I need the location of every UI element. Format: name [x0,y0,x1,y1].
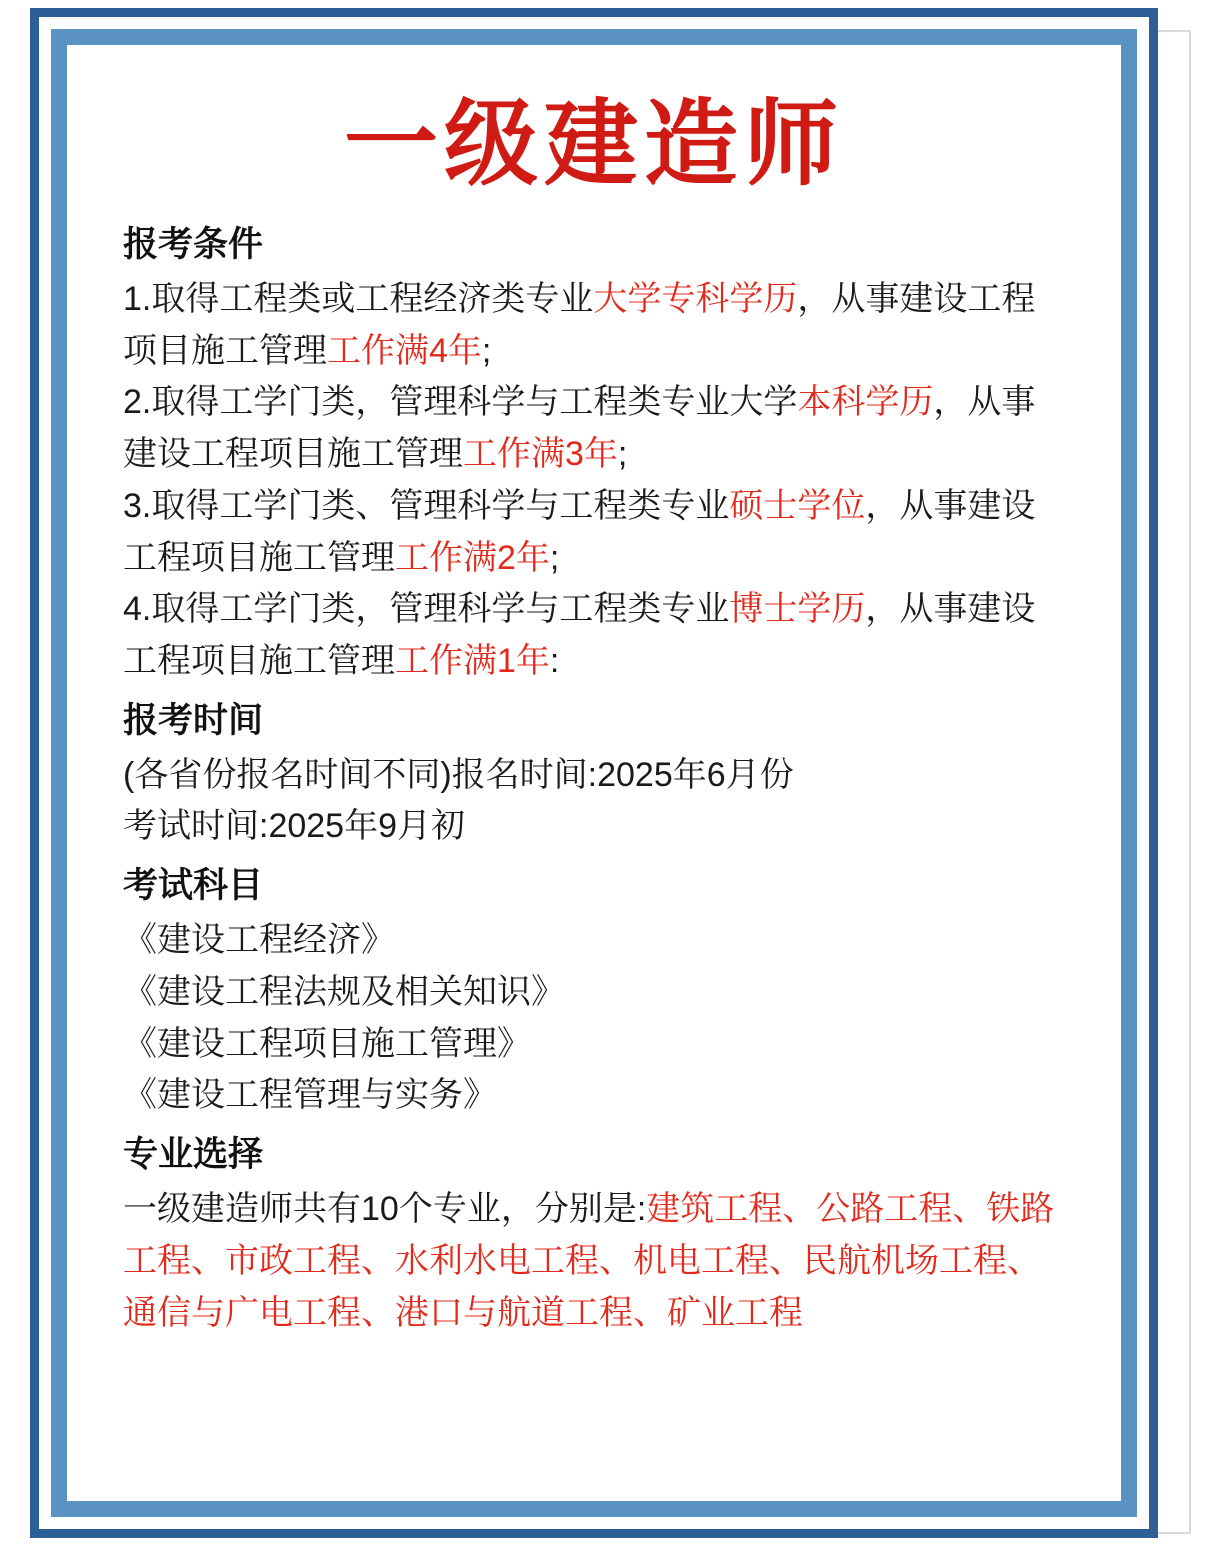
highlight-text: 工作满1年 [395,641,550,680]
section-line [123,481,1069,584]
body-text: (各省份报名时间不同)报名时间:2025年6月份 [123,755,794,794]
section-heading: 专业选择 [123,1135,264,1175]
body-text: 一级建造师共有10个专业，分别是: [123,1190,647,1229]
highlight-text: 大学专科学历 [593,280,798,319]
section-line [123,377,1069,480]
body-text: 3.取得工学门类、管理科学与工程类专业 [123,486,730,525]
page-title: 一级建造师 [343,91,844,196]
highlight-text: 建筑工程、公路工程、铁路工程、市政工程、水利水电工程、机电工程、民航机场工程、通信与广电工程、港口与航道工程、矿业工程 [123,1190,1055,1332]
section-line [123,801,1069,853]
section-heading: 考试科目 [123,866,264,906]
body-text: : [549,641,560,680]
section-line [123,750,1069,802]
section-line [123,274,1069,377]
poster-inner-frame [51,29,1137,1517]
body-text: 《建设工程项目施工管理》 [123,1024,531,1063]
body-text: ; [481,331,492,370]
body-text: 《建设工程法规及相关知识》 [123,973,565,1012]
body-text: 2.取得工学门类，管理科学与工程类专业大学 [123,383,798,422]
body-text: ，从事建设工程项目施工管理 [123,486,1036,577]
section-heading: 报考时间 [123,700,264,740]
section-line [123,915,1069,967]
body-text: 《建设工程经济》 [123,921,395,960]
body-text: 1.取得工程类或工程经济类专业 [123,280,594,319]
poster-outer-frame [30,8,1158,1538]
body-text: ，从事建设工程项目施工管理 [123,280,1036,370]
body-text: ; [549,538,560,577]
body-text: 《建设工程管理与实务》 [123,1076,497,1115]
section-line [123,1184,1069,1339]
highlight-text: 工作满3年 [463,435,618,474]
body-text: ，从事建设工程项目施工管理 [123,590,1036,680]
section-line [123,967,1069,1019]
highlight-text: 博士学历 [729,590,866,629]
highlight-text: 工作满2年 [395,538,550,577]
body-text: 考试时间:2025年9月初 [123,807,465,846]
body-text: ，从事建设工程项目施工管理 [123,383,1036,474]
poster-body [101,218,1087,1339]
body-text: ; [617,435,628,474]
highlight-text: 工作满4年 [327,331,482,370]
section-line [123,1019,1069,1071]
section-heading: 报考条件 [123,224,264,264]
body-text: 4.取得工学门类，管理科学与工程类专业 [123,590,730,629]
section-line [123,1070,1069,1122]
highlight-text: 硕士学位 [729,486,866,525]
section-line [123,584,1069,687]
poster-content-area [67,45,1121,1501]
highlight-text: 本科学历 [797,383,934,422]
